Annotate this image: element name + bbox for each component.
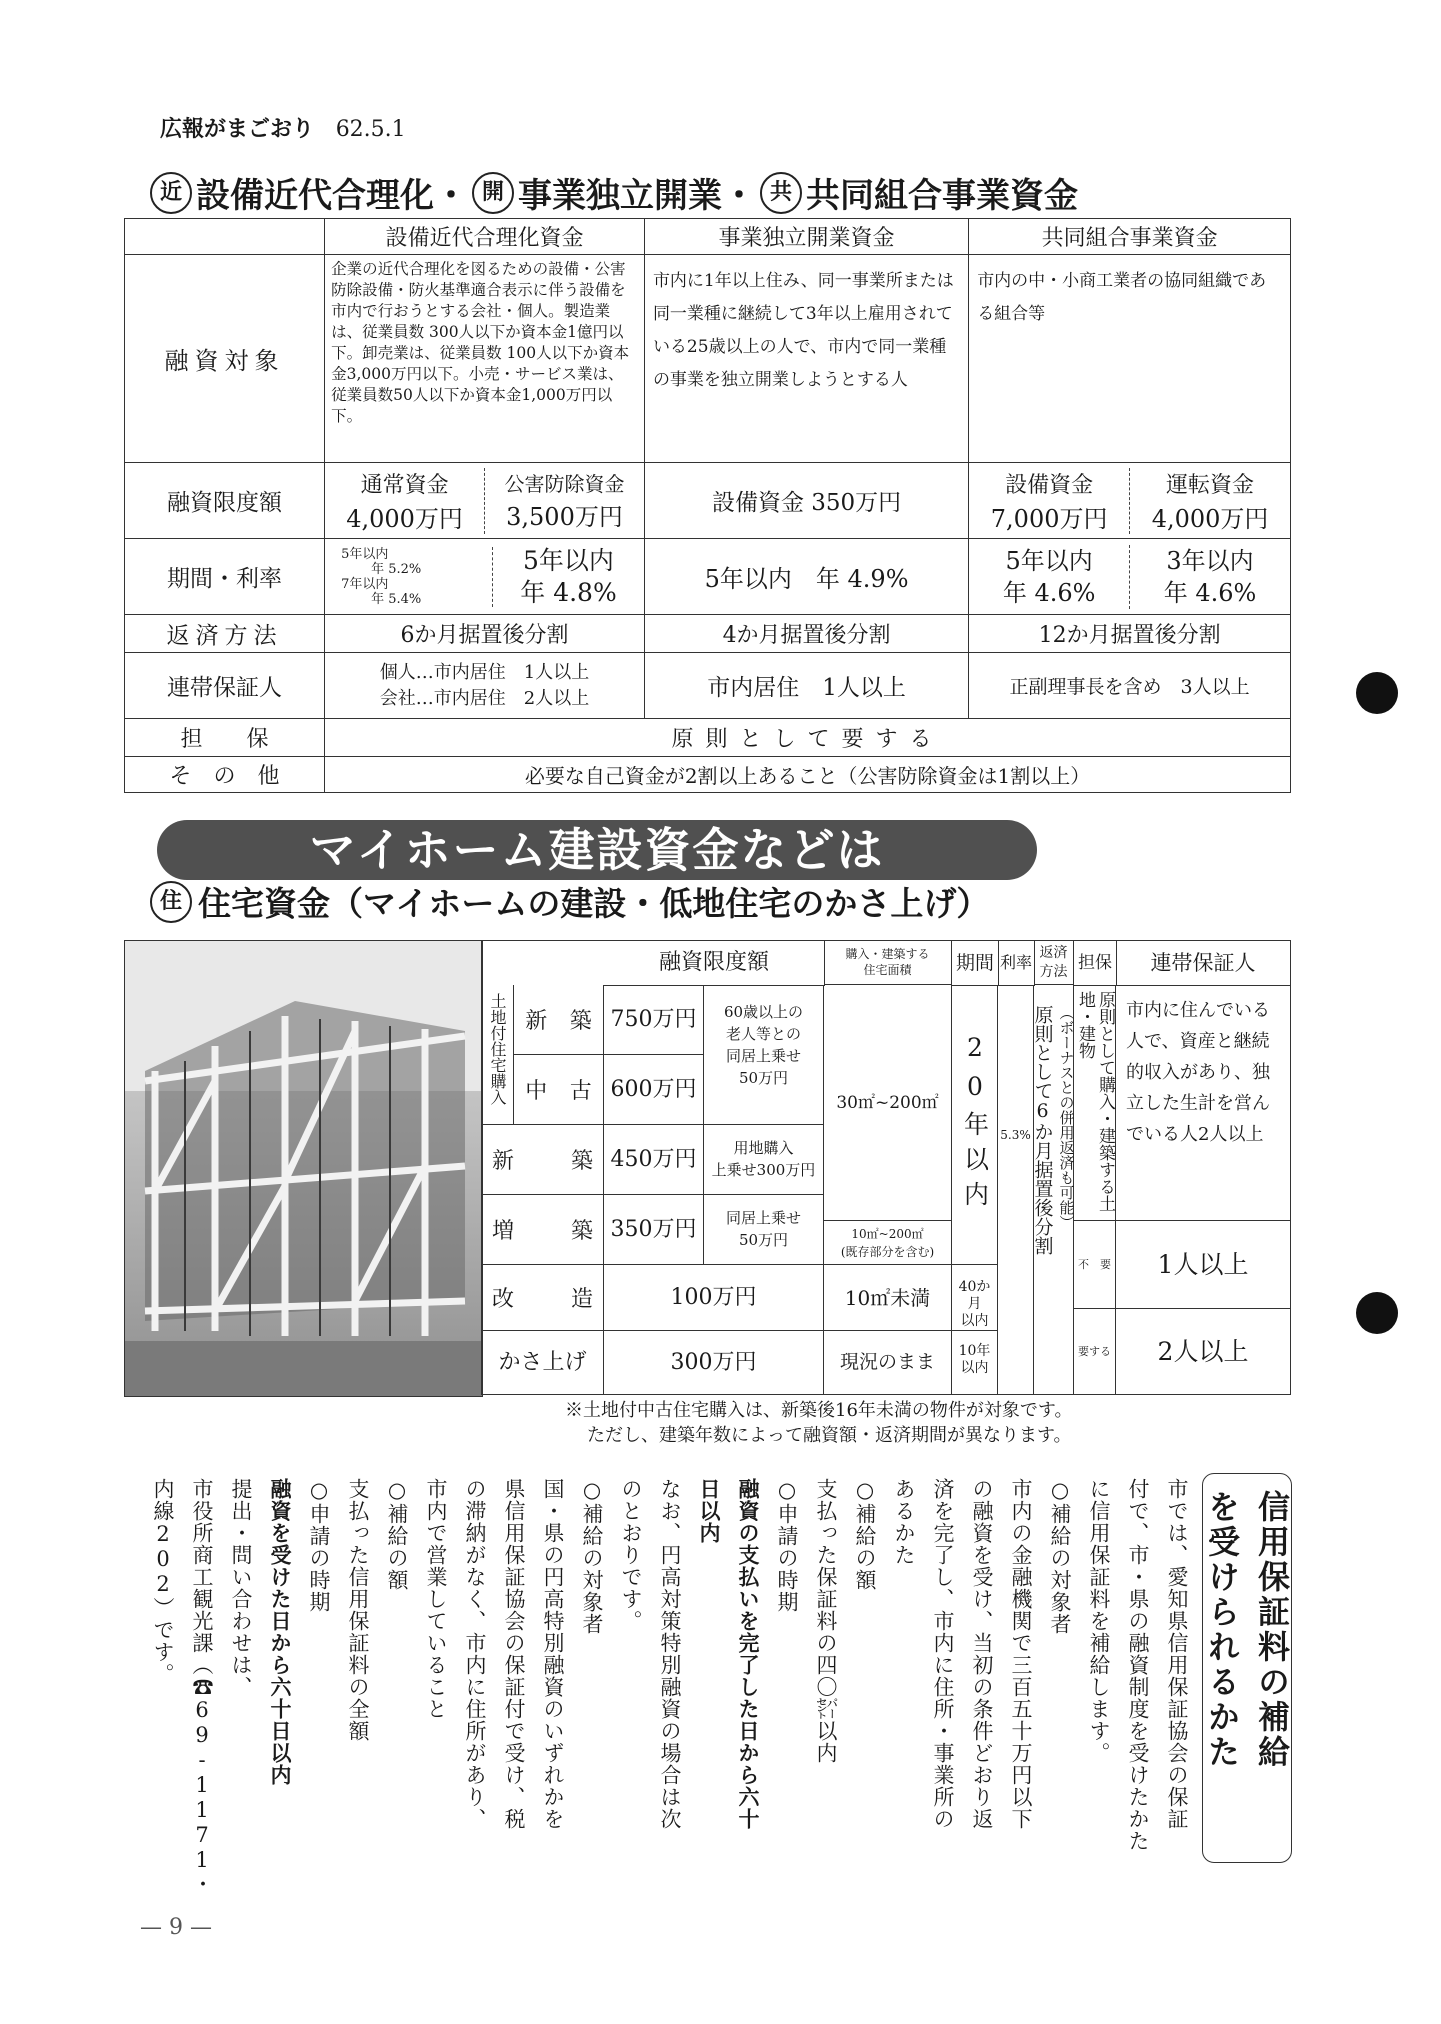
body-column: 県信用保証協会の保証付で受け、税 xyxy=(502,1478,526,1830)
collateral-not-required: 不 要 xyxy=(1074,1221,1116,1309)
header-limit: 融資限度額 xyxy=(604,941,825,986)
body-column: のとおりです。 xyxy=(619,1478,643,1632)
body-column: ○補給の額 xyxy=(385,1478,409,1591)
row-label-target: 融資対象 xyxy=(125,255,325,463)
elderly-l4: 50万円 xyxy=(738,1069,789,1087)
publication-name: 広報がまごおり xyxy=(160,117,315,142)
repay-col2: 4か月据置後分割 xyxy=(644,615,968,653)
target-col3: 市内の中・小商工業者の協同組織である組合等 xyxy=(969,255,1291,463)
body-column: なお、円高対策特別融資の場合は次 xyxy=(658,1478,682,1830)
limit-c3a-val: 7,000万円 xyxy=(990,504,1108,533)
title-part-1: 設備近代合理化・ xyxy=(196,176,468,216)
mark-kai: 開 xyxy=(472,172,514,214)
row4-l: 増 xyxy=(492,1219,515,1244)
guarantor-one: 1人以上 xyxy=(1116,1221,1290,1309)
row-label-other: そ の 他 xyxy=(125,757,325,793)
heading-line-2: を受けられるかた xyxy=(1203,1490,1241,1770)
body-column: 日以内 xyxy=(697,1478,721,1544)
title-part-2: 事業独立開業・ xyxy=(518,176,756,216)
term-c1a-l4: 年 5.4% xyxy=(371,591,422,607)
body-column: ○申請の時期 xyxy=(307,1478,331,1613)
body-column: 国・県の円高特別融資のいずれかを xyxy=(541,1478,565,1830)
header-area-l2: 住宅面積 xyxy=(863,963,912,977)
area-renovation: 10㎡未満 xyxy=(824,1265,952,1331)
body-column: ○申請の時期 xyxy=(775,1478,799,1613)
guarantor-col3: 正副理事長を含め 3人以上 xyxy=(969,653,1291,719)
term-c1a-l1: 5年以内 xyxy=(341,546,389,562)
target-col1: 企業の近代合理化を図るための設備・公害防除設備・防火基準適合表示に伴う設備を市内で行おうとする会社・個人。製造業は、従業員数 300人以下か資本金1億円以下。卸売業は、従業員数 100人以下か資本金3,000万円以下。小売・サービス業は、従業員数50人以下か資本金1,000万円以下。 xyxy=(325,255,645,463)
row2-l: 中 xyxy=(525,1079,548,1104)
term-c3b-l2: 年 4.6% xyxy=(1163,578,1257,607)
term-main-text: 20年以内 xyxy=(960,1033,990,1216)
amount-extension: 350万円 xyxy=(604,1195,704,1265)
loan-table-1 xyxy=(124,218,1291,793)
body-column: 支払った信用保証料の全額 xyxy=(346,1478,370,1742)
extra-land xyxy=(704,1125,824,1195)
amount-used-land: 600万円 xyxy=(604,1055,704,1125)
repay-method xyxy=(1031,985,1076,1394)
amount-renovation: 100万円 xyxy=(604,1265,824,1331)
limit-c1b-val: 3,500万円 xyxy=(506,502,623,531)
extra-elderly xyxy=(704,985,824,1125)
guarantor-col1-l1: 個人…市内居住 1人以上 xyxy=(379,661,590,683)
land-l2: 上乗せ300万円 xyxy=(711,1161,816,1179)
row2-r: 古 xyxy=(569,1079,592,1104)
header-rate: 利率 xyxy=(998,941,1035,986)
body-column: 市内の金融機関で三百五十万円以下 xyxy=(1009,1478,1033,1830)
term-raise xyxy=(952,1331,998,1394)
guarantor-main: 市内に住んでいる人で、資産と継続的収入があり、独立した生計を営んでいる人2人以上 xyxy=(1116,985,1290,1221)
row1-r: 築 xyxy=(569,1009,592,1034)
area-extension xyxy=(824,1221,952,1265)
limit-c3b-head: 運転資金 xyxy=(1166,472,1255,498)
table1-row-repay xyxy=(125,615,1291,653)
body-column: ○補給の対象者 xyxy=(580,1478,604,1635)
housing-loan-table xyxy=(481,940,1291,1395)
section2-title-text: 住宅資金（マイホームの建設・低地住宅のかさ上げ） xyxy=(198,884,990,923)
body-column: 市役所商工観光課（☎69-1171・ xyxy=(190,1478,214,1895)
limit-col3 xyxy=(969,463,1291,539)
guarantor-col1 xyxy=(325,653,645,719)
collateral-value: 原則として要する xyxy=(325,719,1291,757)
heading-line-1: 信用保証料の補給 xyxy=(1253,1490,1291,1770)
term-raise-l1: 10年 xyxy=(958,1343,991,1359)
section2-title xyxy=(150,878,989,925)
header xyxy=(160,112,406,143)
elderly-l1: 60歳以上の xyxy=(723,1003,804,1021)
row3-r: 築 xyxy=(570,1149,593,1174)
credit-guarantee-body xyxy=(126,1478,1192,1898)
limit-c1a-head: 通常資金 xyxy=(360,472,449,498)
body-column: の融資を受け、当初の条件どおり返 xyxy=(970,1478,994,1830)
section1-title xyxy=(150,168,1078,217)
header-area xyxy=(824,941,952,985)
row1-l: 新 xyxy=(525,1009,548,1034)
guarantor-two: 2人以上 xyxy=(1157,1337,1249,1366)
housing-note-2: ただし、建築年数によって融資額・返済期間が異なります。 xyxy=(587,1425,1072,1446)
amount-new-land: 750万円 xyxy=(604,985,704,1055)
col-header-2: 事業独立開業資金 xyxy=(644,219,968,255)
body-column: 融資を受けた日から六十日以内 xyxy=(268,1478,292,1786)
publication-date: 62.5.1 xyxy=(335,117,406,142)
table1-row-target xyxy=(125,255,1291,463)
body-column: 市では、愛知県信用保証協会の保証 xyxy=(1165,1478,1189,1830)
body-column: 市内で営業していること xyxy=(424,1478,448,1720)
amount-raise: 300万円 xyxy=(604,1331,824,1394)
term-c1a-l3: 7年以内 xyxy=(341,576,389,592)
row5-r: 造 xyxy=(570,1287,593,1312)
term-main xyxy=(952,985,998,1265)
land-l1: 用地購入 xyxy=(733,1139,794,1157)
table1-row-collateral xyxy=(125,719,1291,757)
body-column: ○補給の額 xyxy=(853,1478,877,1591)
row-extension xyxy=(482,1195,604,1265)
credit-guarantee-heading-box xyxy=(1202,1473,1292,1863)
body-column: に信用保証料を補給します。 xyxy=(1087,1478,1111,1764)
term-c3a-l2: 年 4.6% xyxy=(1002,578,1096,607)
housing-note-1: ※土地付中古住宅購入は、新築後16年未満の物件が対象です。 xyxy=(565,1400,1073,1421)
table1-row-term xyxy=(125,539,1291,615)
limit-c3b-val: 4,000万円 xyxy=(1151,504,1269,533)
body-column: 融資の支払いを完了した日から六十 xyxy=(736,1478,760,1830)
area-ext-l2: (既存部分を含む) xyxy=(840,1245,935,1259)
row-label-guarantor: 連帯保証人 xyxy=(125,653,325,719)
header-area-l1: 購入・建築する xyxy=(845,947,930,961)
col-header-3: 共同組合事業資金 xyxy=(969,219,1291,255)
housing-notes xyxy=(565,1398,1072,1448)
target-col2: 市内に1年以上住み、同一事業所または同一業種に継続して3年以上雇用されている25歳以上の人で、市内で同一業種の事業を独立開業しようとする人 xyxy=(644,255,968,463)
mortgage-banner xyxy=(157,820,1037,880)
term-reno-l2: 以内 xyxy=(960,1313,989,1329)
elderly-l3: 同居上乗せ xyxy=(725,1047,801,1065)
row-label-limit: 融資限度額 xyxy=(125,463,325,539)
row-label-repay: 返済方法 xyxy=(125,615,325,653)
mark-kyo: 共 xyxy=(760,172,802,214)
body-column: 支払った保証料の四〇㌫以内 xyxy=(814,1478,838,1764)
row-new-land xyxy=(514,985,604,1055)
body-column: 済を完了し、市内に住所・事業所の xyxy=(931,1478,955,1830)
repay-note: （ボーナスとの併用返済も可能） xyxy=(1057,1005,1076,1230)
term-col1 xyxy=(325,539,645,615)
body-column: の滞納がなく、市内に住所があり、 xyxy=(463,1478,487,1830)
cohab-l2: 50万円 xyxy=(738,1231,789,1249)
limit-col2: 設備資金 350万円 xyxy=(644,463,968,539)
term-raise-l2: 以内 xyxy=(960,1360,989,1376)
body-column: 内線202）です。 xyxy=(151,1478,175,1685)
term-reno-l1: 40か月 xyxy=(958,1279,991,1312)
term-col2: 5年以内 年 4.9% xyxy=(644,539,968,615)
header-term: 期間 xyxy=(952,941,999,986)
title-part-3: 共同組合事業資金 xyxy=(806,176,1078,216)
row-used-land xyxy=(514,1055,604,1125)
term-c3a-l1: 5年以内 xyxy=(1005,546,1093,575)
cohab-l1: 同居上乗せ xyxy=(725,1209,801,1227)
table1-row-limit xyxy=(125,463,1291,539)
margin-dot-1 xyxy=(1356,672,1398,714)
land-group-label: 土地付住宅購入 xyxy=(482,985,514,1125)
header-repay: 返済方法 xyxy=(1034,941,1074,985)
area-ext-l1: 10㎡~200㎡ xyxy=(851,1227,924,1241)
term-renovation xyxy=(952,1265,998,1331)
house-construction-photo xyxy=(124,940,483,1397)
term-c3b-l1: 3年以内 xyxy=(1166,546,1254,575)
collateral-required: 要する xyxy=(1074,1309,1116,1394)
header-collateral: 担保 xyxy=(1074,941,1117,986)
col-header-1: 設備近代合理化資金 xyxy=(325,219,645,255)
repay-text: 原則として6か月据置後分割 xyxy=(1031,1005,1054,1255)
row-label-collateral: 担 保 xyxy=(125,719,325,757)
guarantor-col2: 市内居住 1人以上 xyxy=(644,653,968,719)
amount-new-build: 450万円 xyxy=(604,1125,704,1195)
collateral-main-text: 原則として購入・建築する土地・建物 xyxy=(1075,991,1115,1212)
margin-dot-2 xyxy=(1356,1292,1398,1334)
row4-r: 築 xyxy=(570,1219,593,1244)
mark-ju: 住 xyxy=(150,881,192,923)
collateral-main xyxy=(1074,985,1116,1221)
row-renovation xyxy=(482,1265,604,1331)
area-raise: 現況のまま xyxy=(824,1331,952,1394)
limit-c1b-head: 公害防除資金 xyxy=(504,471,625,496)
elderly-l2: 老人等との xyxy=(725,1025,801,1043)
other-value: 必要な自己資金が2割以上あること（公害防除資金は1割以上） xyxy=(325,757,1291,793)
body-column: 提出・問い合わせは、 xyxy=(229,1478,253,1698)
term-c1b-l1: 5年以内 xyxy=(523,545,614,575)
body-column: 付で、市・県の融資制度を受けたかた xyxy=(1126,1478,1150,1852)
row5-l: 改 xyxy=(492,1287,515,1312)
body-column: ○補給の対象者 xyxy=(1048,1478,1072,1635)
extra-cohab xyxy=(704,1195,824,1265)
guarantor-col1-l2: 会社…市内居住 2人以上 xyxy=(379,687,590,709)
mark-kin: 近 xyxy=(150,172,192,214)
rate-value: 5.3% xyxy=(998,985,1034,1394)
row3-l: 新 xyxy=(492,1149,515,1174)
repay-col3: 12か月据置後分割 xyxy=(969,615,1291,653)
limit-c1a-val: 4,000万円 xyxy=(346,504,463,533)
area-main: 30㎡~200㎡ xyxy=(824,985,952,1221)
row-raise: かさ上げ xyxy=(482,1331,604,1394)
banner-text: マイホーム建設資金などは xyxy=(309,823,885,877)
table1-row-other xyxy=(125,757,1291,793)
limit-col1 xyxy=(325,463,645,539)
limit-c3a-head: 設備資金 xyxy=(1005,472,1094,498)
table1-row-guarantor xyxy=(125,653,1291,719)
repay-col1: 6か月据置後分割 xyxy=(325,615,645,653)
term-col3 xyxy=(969,539,1291,615)
row-new-build xyxy=(482,1125,604,1195)
house-frame-image xyxy=(125,941,482,1396)
table1-header-row xyxy=(125,219,1291,255)
corner-cell xyxy=(125,219,325,255)
body-column: あるかた xyxy=(892,1478,916,1566)
header-guarantor: 連帯保証人 xyxy=(1116,941,1290,986)
row-label-term: 期間・利率 xyxy=(125,539,325,615)
term-c1b-l2: 年 4.8% xyxy=(520,577,617,607)
term-c1a-l2: 年 5.2% xyxy=(371,561,422,577)
page-number: — 9 — xyxy=(140,1915,212,1940)
